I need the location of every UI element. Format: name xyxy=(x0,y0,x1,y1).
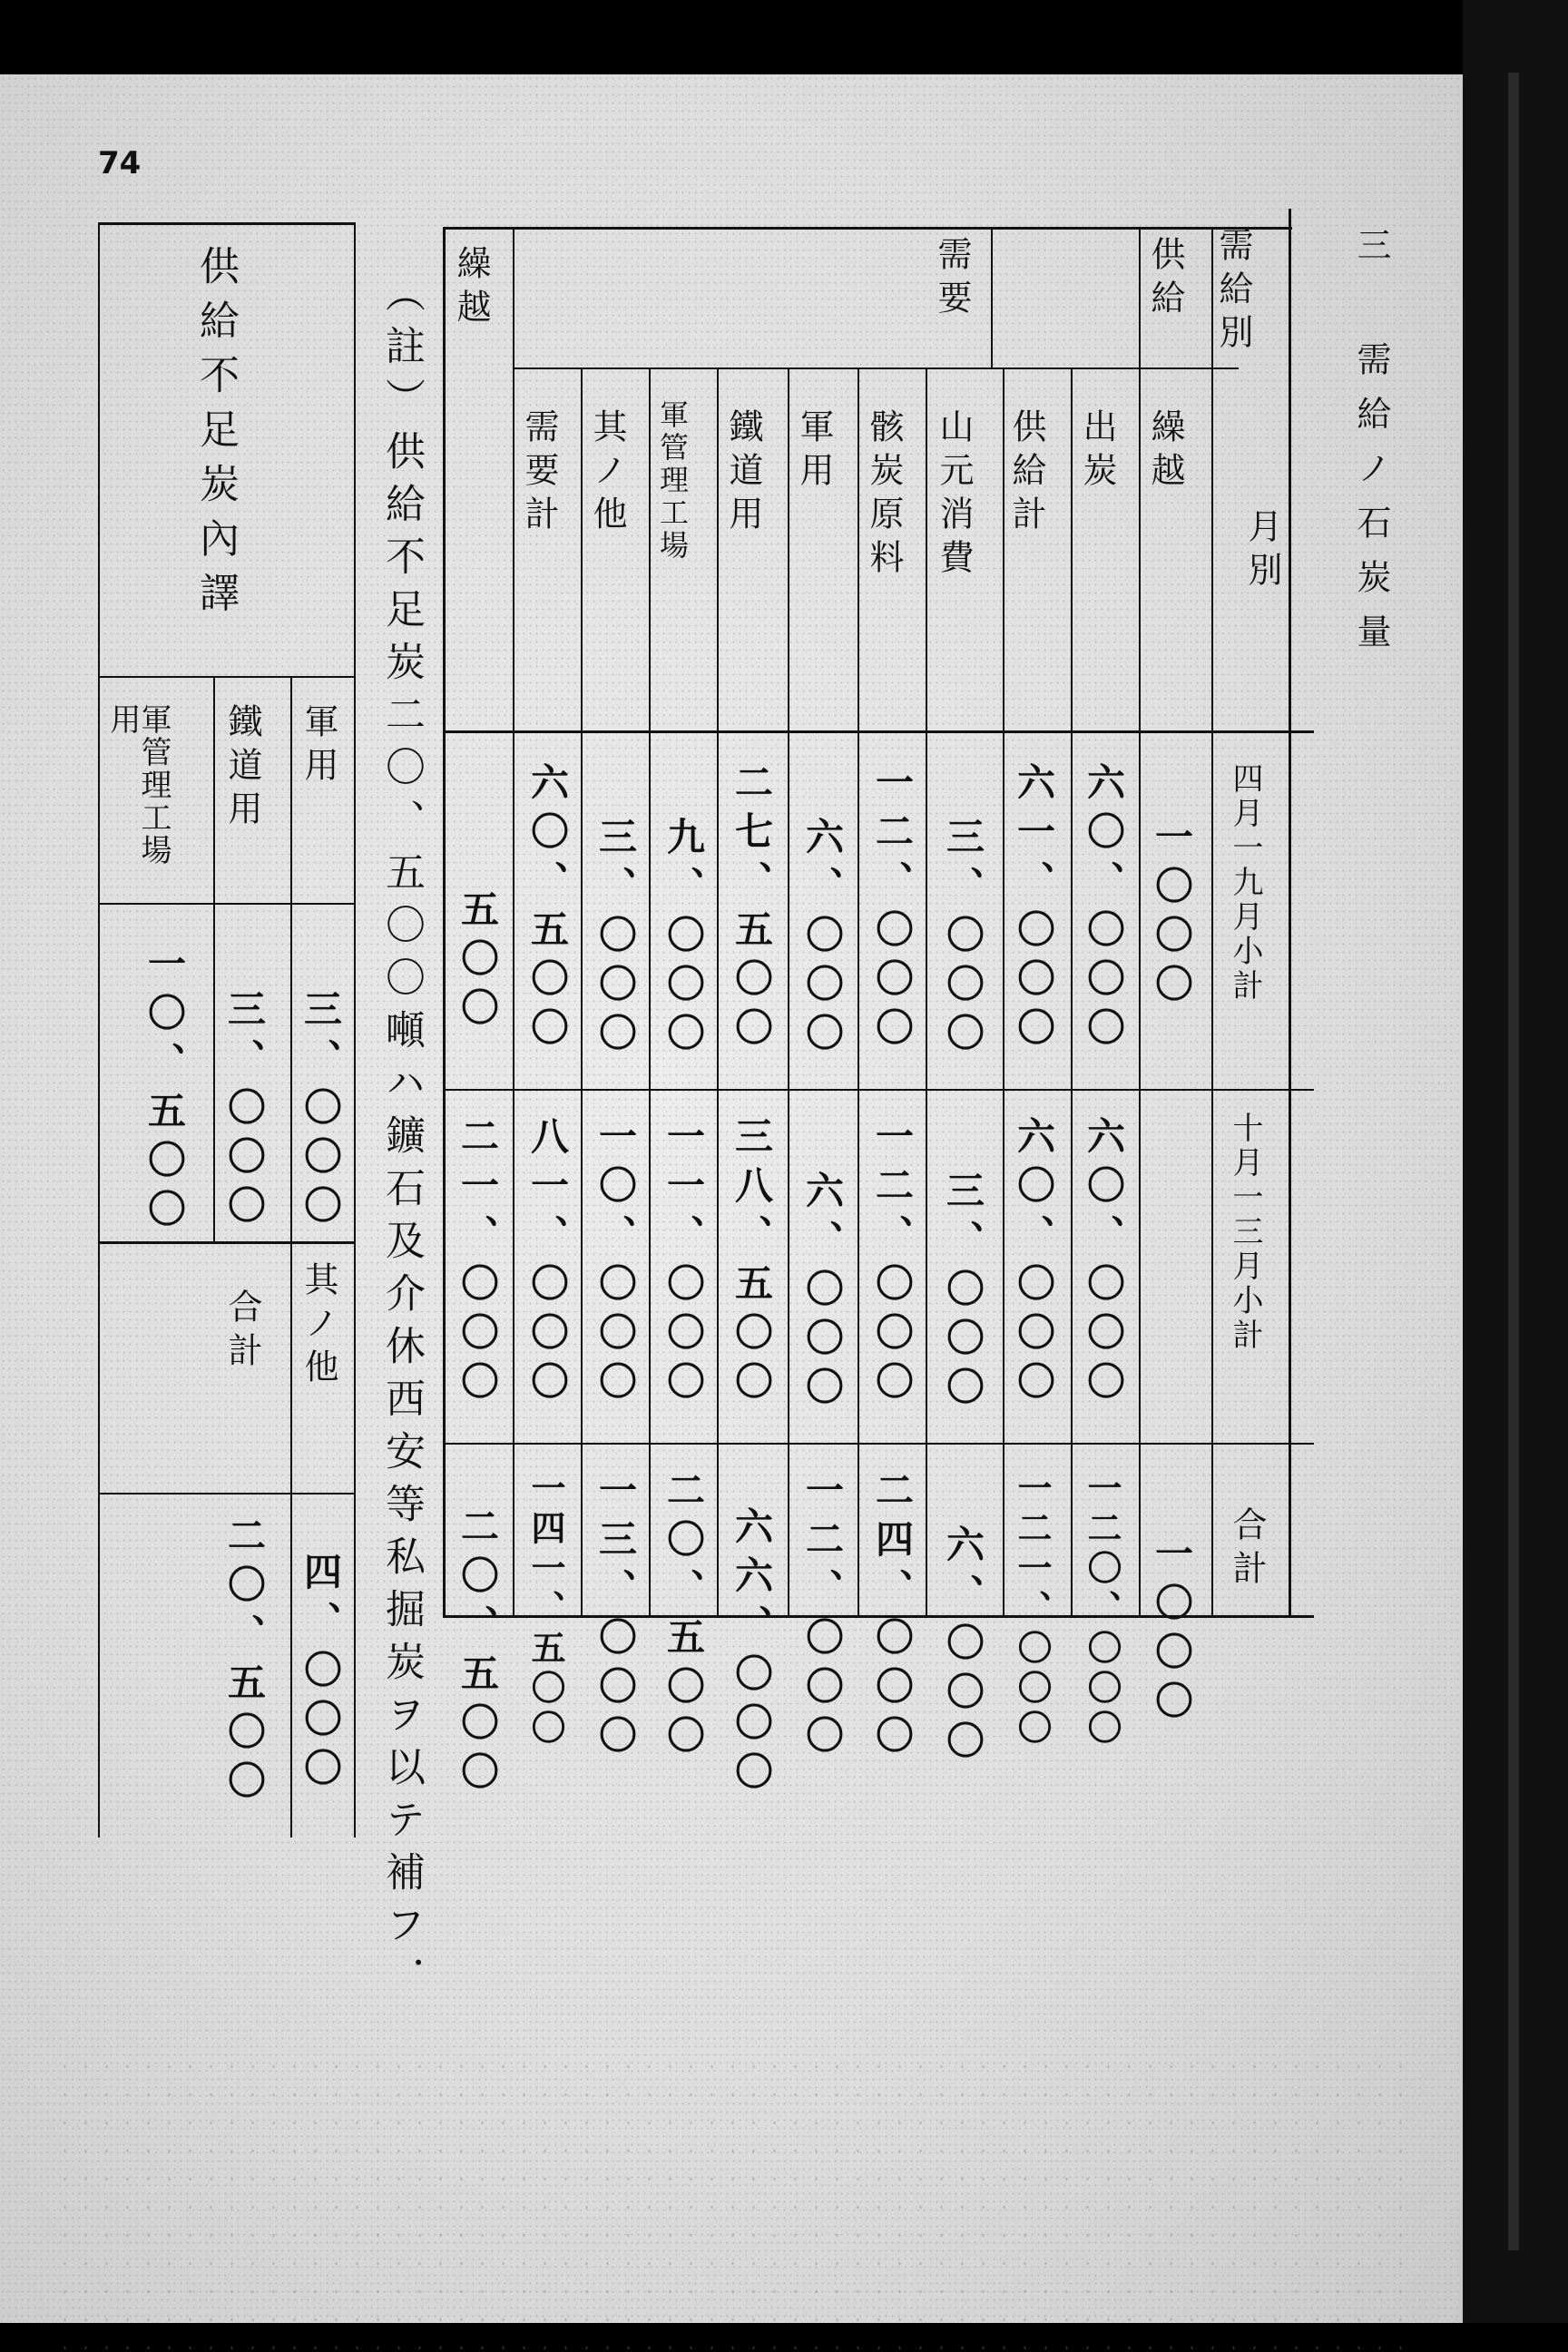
shortage-label: 鐵道用 xyxy=(222,703,262,834)
col-rule xyxy=(581,368,583,1618)
value: 八一、〇〇〇 xyxy=(525,1116,570,1410)
shortage-mid-rule xyxy=(98,903,354,905)
shortage-label: 其ノ他 xyxy=(299,1261,338,1392)
period-total: 合計 xyxy=(1227,1506,1267,1593)
period-1: 四月一九月小計 xyxy=(1227,762,1263,1004)
shortage-col-rule xyxy=(213,676,215,1243)
value: 六一、〇〇〇 xyxy=(1012,762,1056,1056)
value: 二七、五〇〇 xyxy=(730,762,774,1056)
table-top-rule xyxy=(443,227,1292,230)
col-rule xyxy=(649,368,651,1618)
value: 九、〇〇〇 xyxy=(662,817,706,1062)
shortage-col-rule xyxy=(290,676,292,1838)
table-left-rule xyxy=(443,227,446,1618)
head-other: 其ノ他 xyxy=(587,408,627,539)
value: 一一、〇〇〇 xyxy=(662,1116,706,1410)
head-carryover-2: 繰越 xyxy=(451,245,491,332)
page-number: 74 xyxy=(98,145,142,181)
col-rule xyxy=(717,368,719,1618)
group-divider xyxy=(513,368,1239,369)
value: 三、〇〇〇 xyxy=(941,1171,985,1416)
value: 一二一、〇〇〇 xyxy=(1012,1470,1052,1749)
table-note: （註）供給不足炭二〇、五〇〇噸ハ鑛石及介休西安等私掘炭ヲ以テ補フ． xyxy=(378,272,425,2009)
shortage-value: 三、〇〇〇 xyxy=(299,989,343,1234)
value: 三、〇〇〇 xyxy=(593,817,638,1062)
header-divider xyxy=(443,730,1314,733)
shortage-label: 合計 xyxy=(222,1289,262,1376)
col-rule xyxy=(858,368,859,1618)
value: 六〇、〇〇〇 xyxy=(1082,762,1126,1056)
value: 五〇〇 xyxy=(456,889,500,1036)
value: 六六、〇〇〇 xyxy=(730,1506,774,1800)
value: 六〇、五〇〇 xyxy=(525,762,570,1056)
value: 一〇、〇〇〇 xyxy=(593,1116,638,1410)
scan-edge xyxy=(1463,0,1568,2323)
col-rule xyxy=(513,227,514,1618)
value: 一四一、五〇〇 xyxy=(525,1470,565,1749)
shortage-value: 一〇、五〇〇 xyxy=(142,944,187,1238)
value: 一二〇、〇〇〇 xyxy=(1082,1470,1122,1749)
shortage-label: 軍管理工場用 xyxy=(104,703,172,867)
table-right-rule xyxy=(1289,209,1291,1618)
section-title: 三 需給ノ石炭量 xyxy=(1351,227,1391,668)
value: 六、〇〇〇 xyxy=(800,1171,845,1416)
value: 一〇〇〇 xyxy=(1150,1534,1194,1730)
head-demand-total: 需要計 xyxy=(519,408,559,539)
row-divider-2 xyxy=(443,1443,1314,1445)
col-rule xyxy=(1211,227,1213,1618)
shortage-label: 軍用 xyxy=(299,703,338,790)
group-demand: 需要 xyxy=(932,236,972,323)
head-mine-use: 山元消費 xyxy=(934,408,974,583)
value: 六〇、〇〇〇 xyxy=(1082,1116,1126,1410)
shortage-right-rule xyxy=(354,222,356,1838)
shortage-value: 三、〇〇〇 xyxy=(222,989,267,1234)
value: 一二、〇〇〇 xyxy=(870,1116,915,1410)
col-rule xyxy=(926,368,927,1618)
corner-top: 需給別 xyxy=(1213,227,1253,358)
shortage-value: 四、〇〇〇 xyxy=(299,1552,343,1797)
col-rule xyxy=(788,368,789,1618)
shortage-top-rule xyxy=(98,222,354,225)
head-military: 軍用 xyxy=(794,408,834,495)
value: 一三、〇〇〇 xyxy=(593,1470,638,1764)
value: 二一、〇〇〇 xyxy=(456,1116,500,1410)
shortage-left-rule xyxy=(98,222,100,1838)
value: 三、〇〇〇 xyxy=(941,817,985,1062)
value: 一二、〇〇〇 xyxy=(870,762,915,1056)
head-army-factory: 軍管理工場 xyxy=(655,399,690,563)
value: 二〇、五〇〇 xyxy=(456,1506,500,1800)
shortage-value: 二〇、五〇〇 xyxy=(222,1515,267,1809)
col-rule xyxy=(1003,368,1004,1618)
shortage-split-rule xyxy=(98,1241,354,1244)
value: 三八、五〇〇 xyxy=(730,1116,774,1410)
row-divider-1 xyxy=(443,1089,1314,1091)
value: 六〇、〇〇〇 xyxy=(1012,1116,1056,1410)
value: 一〇〇〇 xyxy=(1150,817,1194,1013)
period-2: 十月一三月小計 xyxy=(1227,1112,1263,1353)
head-output: 出炭 xyxy=(1077,408,1117,495)
shortage-title: 供給不足炭內譯 xyxy=(192,245,239,626)
shortage-mid-rule-2 xyxy=(98,1493,354,1494)
value: 六、〇〇〇 xyxy=(941,1524,985,1769)
corner-bottom: 月別 xyxy=(1242,508,1282,595)
paper-speckle xyxy=(54,2053,1416,2352)
group-supply: 供給 xyxy=(1145,236,1185,323)
value: 二四、〇〇〇 xyxy=(870,1470,915,1764)
value: 一二、〇〇〇 xyxy=(800,1470,845,1764)
shortage-head-rule xyxy=(98,676,354,678)
head-coke: 骸炭原料 xyxy=(864,408,904,583)
value: 六、〇〇〇 xyxy=(800,817,845,1062)
col-rule xyxy=(1071,368,1073,1618)
head-supply-total: 供給計 xyxy=(1006,408,1046,539)
head-railway: 鐵道用 xyxy=(723,408,763,539)
value: 二〇、五〇〇 xyxy=(662,1470,706,1764)
group-separator xyxy=(991,227,993,368)
col-rule xyxy=(1139,227,1141,1618)
head-carryover: 繰越 xyxy=(1145,408,1185,495)
